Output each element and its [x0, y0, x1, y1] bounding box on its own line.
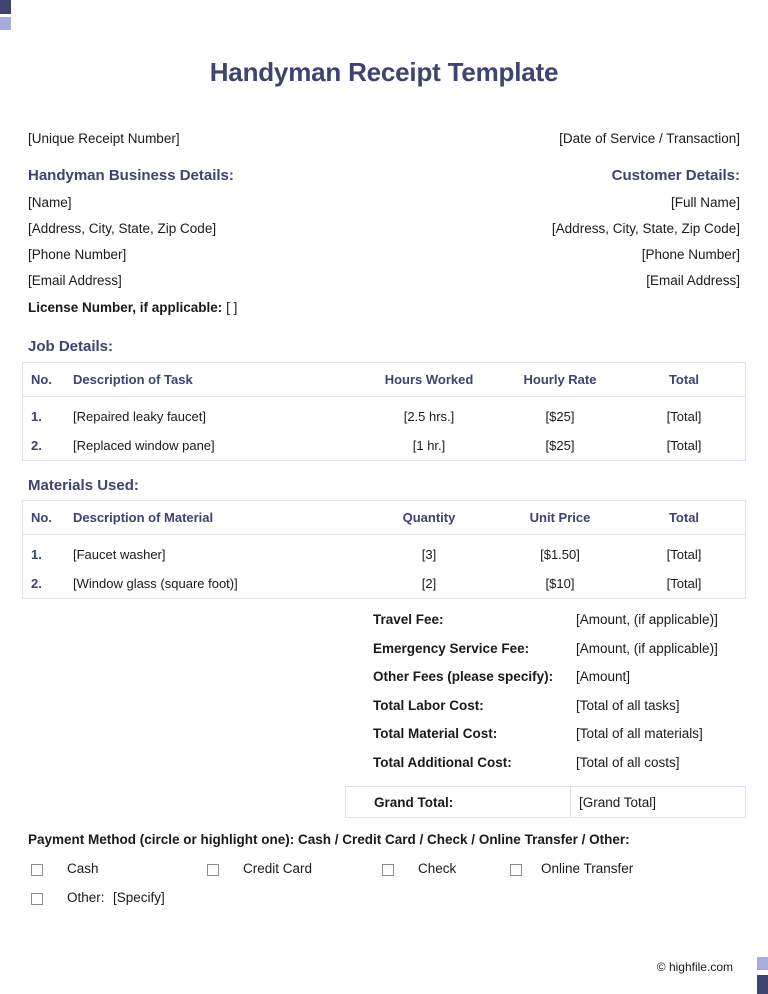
page-title: Handyman Receipt Template: [209, 57, 559, 87]
fee-label: Total Material Cost:: [373, 726, 498, 741]
job-row-desc: [Replaced window pane]: [73, 438, 215, 453]
mat-col-total: Total: [623, 501, 746, 535]
fee-row: [373, 726, 746, 755]
other-specify-value: [Specify]: [113, 890, 165, 905]
mat-col-no: No.: [23, 501, 74, 535]
mat-row-no: 1.: [31, 547, 42, 562]
fee-row: [373, 612, 746, 641]
fees-summary: [373, 612, 746, 783]
job-col-hours: Hours Worked: [361, 363, 497, 397]
customer-details-heading: Customer Details:: [611, 167, 740, 184]
fee-label: Other Fees (please specify):: [373, 669, 554, 684]
fee-label: Total Additional Cost:: [373, 754, 512, 770]
business-details-heading: Handyman Business Details:: [28, 167, 234, 184]
table-header-row: [23, 501, 746, 535]
checkbox-other[interactable]: [31, 893, 43, 905]
job-details-heading: Job Details:: [28, 338, 114, 355]
job-details-table: [22, 362, 746, 461]
fee-value: [Amount]: [576, 669, 631, 684]
fee-value: [Total of all tasks]: [576, 697, 680, 713]
job-col-no: No.: [23, 363, 74, 397]
grand-total-value: [Grand Total]: [579, 794, 657, 810]
receipt-number: [Unique Receipt Number]: [28, 131, 180, 146]
job-col-desc: Description of Task: [73, 363, 361, 397]
mat-row-no: 2.: [31, 576, 42, 591]
job-row-hours: [1 hr.]: [412, 438, 446, 453]
table-row: [23, 397, 746, 432]
grand-total-label: Grand Total:: [346, 787, 571, 817]
checkbox-cash[interactable]: [31, 864, 43, 876]
job-row-rate: [$25]: [545, 438, 575, 453]
checkbox-label-check: Check: [418, 861, 457, 876]
job-row-hours: [2.5 hrs.]: [403, 409, 455, 424]
fee-value: [Total of all costs]: [576, 754, 680, 770]
checkbox-label-credit-card: Credit Card: [243, 861, 313, 876]
fee-row: [373, 755, 746, 784]
corner-decoration-bottom-right-light: [757, 957, 768, 970]
mat-row-total: [Total]: [666, 576, 702, 591]
customer-address: [Address, City, State, Zip Code]: [551, 221, 740, 236]
mat-col-desc: Description of Material: [73, 501, 361, 535]
job-row-rate: [$25]: [545, 409, 575, 424]
mat-row-total: [Total]: [666, 547, 702, 562]
fee-row: [373, 641, 746, 670]
mat-row-price: [$1.50]: [540, 547, 580, 562]
footer-credit: © highfile.com: [656, 960, 733, 974]
corner-decoration-top-left-dark: [0, 0, 11, 14]
customer-name: [Full Name]: [670, 195, 740, 210]
grand-total-box: [345, 786, 746, 818]
job-row-desc: [Repaired leaky faucet]: [73, 409, 206, 424]
fee-row: [373, 698, 746, 727]
materials-used-heading: Materials Used:: [28, 477, 139, 494]
mat-col-qty: Quantity: [361, 501, 497, 535]
checkbox-check[interactable]: [382, 864, 394, 876]
service-date: [Date of Service / Transaction]: [559, 131, 740, 146]
license-number-value: [ ]: [226, 300, 238, 315]
license-number-line: [28, 300, 237, 315]
mat-col-price: Unit Price: [497, 501, 623, 535]
fee-value: [Total of all materials]: [576, 726, 703, 741]
job-col-total: Total: [623, 363, 746, 397]
license-number-label: License Number, if applicable:: [28, 300, 223, 315]
business-address: [Address, City, State, Zip Code]: [28, 221, 217, 236]
job-col-rate: Hourly Rate: [497, 363, 623, 397]
job-row-no: 1.: [31, 409, 42, 424]
fee-label: Emergency Service Fee:: [373, 640, 530, 656]
corner-decoration-top-left-light: [0, 17, 11, 30]
corner-decoration-bottom-right-dark: [757, 975, 768, 994]
mat-row-qty: [2]: [421, 576, 437, 591]
customer-phone: [Phone Number]: [641, 247, 740, 262]
mat-row-price: [$10]: [545, 576, 575, 591]
job-row-no: 2.: [31, 438, 42, 453]
table-row: [23, 535, 746, 570]
business-name: [Name]: [28, 195, 72, 210]
fee-label: Travel Fee:: [373, 612, 444, 627]
payment-method-heading: Payment Method (circle or highlight one): Cash / Credit Card / Check / Online Transfer / Other:: [28, 832, 630, 847]
customer-email: [Email Address]: [646, 273, 740, 288]
fee-row: [373, 669, 746, 698]
business-phone: [Phone Number]: [28, 247, 127, 262]
fee-label: Total Labor Cost:: [373, 697, 484, 713]
table-row: [23, 569, 746, 599]
checkbox-label-other: Other:: [67, 890, 105, 905]
materials-used-table: [22, 500, 746, 599]
job-row-total: [Total]: [666, 438, 702, 453]
job-row-total: [Total]: [666, 409, 702, 424]
fee-value: [Amount, (if applicable)]: [576, 640, 718, 656]
fee-value: [Amount, (if applicable)]: [576, 612, 718, 627]
checkbox-online-transfer[interactable]: [510, 864, 522, 876]
business-email: [Email Address]: [28, 273, 122, 288]
mat-row-desc: [Faucet washer]: [73, 547, 166, 562]
checkbox-credit-card[interactable]: [207, 864, 219, 876]
table-header-row: [23, 363, 746, 397]
table-row: [23, 431, 746, 461]
checkbox-label-online-transfer: Online Transfer: [541, 861, 634, 876]
checkbox-label-cash: Cash: [67, 861, 99, 876]
mat-row-desc: [Window glass (square foot)]: [73, 576, 238, 591]
mat-row-qty: [3]: [421, 547, 437, 562]
